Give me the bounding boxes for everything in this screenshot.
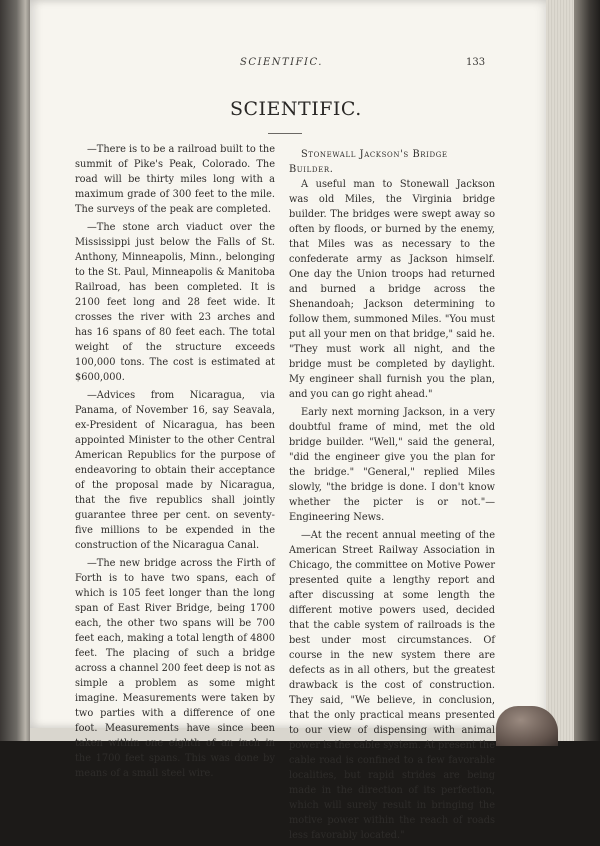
paragraph-street-railway: —At the recent annual meeting of the American Street Railway Association in Chicago, the committee on Motive Power presented quite a lengthy report and after discussing at some length the different motive powers used, decided that the cable system of railroads is the best under most circumstances. Of course in the new system there are defects as in all others, but the greatest drawback is the cost of construction. They said, "We believe, in conclusion, that the only practical means presented to our view of dispensing with animal power is the cable system. At present the cable road is confined to a few favorable localities, but rapid strides are being made in the direction of its perfection, which will surely result in bringing the motive power within the reach of roads less favorably located." — [289, 530, 496, 841]
book-page-edges — [546, 0, 600, 741]
paragraph-pikes-peak: —There is to be a railroad built to the summit of Pike's Peak, Colorado. The road will be thirty miles long with a maximum grade of 300 feet to the mile. The surveys of the peak are completed. — [75, 144, 275, 215]
page-title: SCIENTIFIC. — [230, 98, 362, 120]
paragraph-old-miles: A useful man to Stonewall Jackson was old Miles, the Virginia bridge builder. The bridges were swept away so often by floods, or burned by the enemy, that Miles was as necessary to the confederate army as Jackson himself. One day the Union troops had returned and burned a bridge across the Shenandoah; Jackson determining to follow them, summoned Miles. "You must put all your men on that bridge," said he. "They must work all night, and the bridge must be completed by daylight. My engineer shall furnish you the plan, and you can go right ahead." — [289, 179, 495, 400]
paragraph-forth-bridge: —The new bridge across the Firth of Forth is to have two spans, each of which is 105 feet longer than the long span of East River Bridge, being 1700 each, the other two spans will be 700 feet each, making a total length of 4800 feet. The placing of such a bridge across a channel 200 feet deep is not as simple a problem as some might imagine. Measurements were taken by two parties with a difference of one foot. Measurements have since been taken within one eighth of an inch in the 1700 feet spans. This was done by means of a small steel wire. — [75, 558, 275, 779]
paragraph-next-morning: Early next morning Jackson, in a very doubtful frame of mind, met the old bridge builder. "Well," said the general, "did the engineer give you the plan for the bridge." "General," replied Miles slowly, "the bridge is done. I don't know whether the picter is or not."—Engineering News. — [289, 407, 495, 523]
paragraph-viaduct: —The stone arch viaduct over the Mississippi just below the Falls of St. Anthony, Minneapolis, Minn., belonging to the St. Paul, Minneapolis & Manitoba Railroad, has been completed. It is 2100 feet long and 28 feet wide. It crosses the river with 23 arches and has 16 spans of 80 feet each. The total weight of the structure exceeds 100,000 tons. The cost is estimated at $600,000. — [75, 222, 275, 383]
article-heading: Stonewall Jackson's Bridge Builder. — [289, 149, 448, 175]
running-head: SCIENTIFIC. — [240, 57, 323, 68]
page-number: 133 — [466, 57, 486, 68]
right-column — [289, 147, 495, 846]
thumb-holding-page — [496, 706, 558, 746]
left-column — [75, 142, 275, 784]
paragraph-nicaragua: —Advices from Nicaragua, via Panama, of November 16, say Seavala, ex-President of Nicaragua, has been appointed Minister to the other Central American Republics for the purpose of endeavoring to obtain their acceptance of the proposal made by Nicaragua, that the five republics shall jointly guarantee three per cent. on seventy-five millions to be expended in the construction of the Nicaragua Canal. — [75, 390, 275, 551]
title-rule — [268, 133, 302, 134]
book-binding-left — [0, 0, 30, 741]
